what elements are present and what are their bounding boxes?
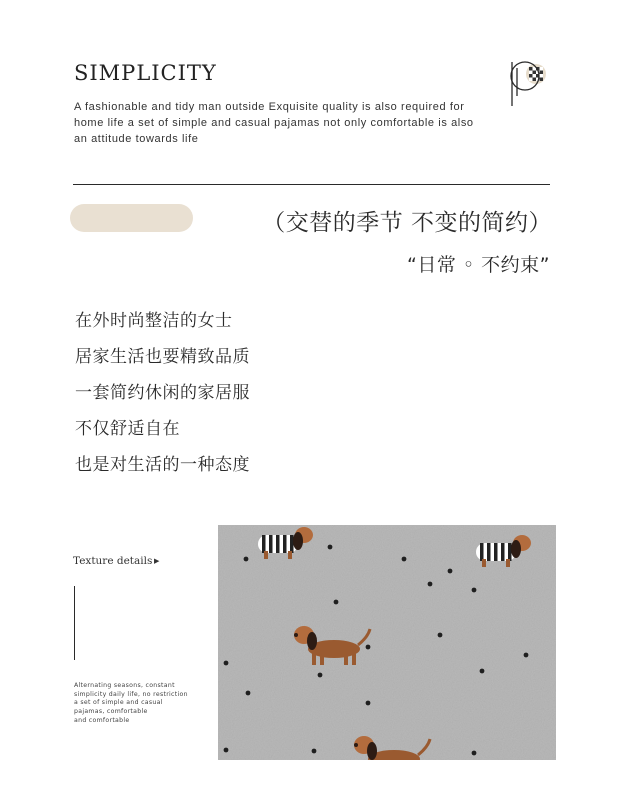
poem-line: 也是对生活的一种态度 xyxy=(75,455,250,475)
play-arrow-icon: ▶ xyxy=(154,557,160,565)
description-line: and comfortable xyxy=(74,716,130,724)
description-line: simplicity daily life, no restriction xyxy=(74,690,188,698)
section-subheading: “日常 ◦ 不约束” xyxy=(407,254,550,276)
fabric-texture-image xyxy=(218,525,556,760)
decorative-pill xyxy=(70,204,193,232)
poem-line: 不仅舒适自在 xyxy=(75,419,180,439)
brand-logo-icon xyxy=(498,56,556,110)
texture-description xyxy=(74,682,204,726)
description-line: pajamas, comfortable xyxy=(74,708,148,716)
description-line: a set of simple and casual xyxy=(74,699,163,707)
texture-details-label: Texture details xyxy=(73,555,153,567)
poem-line: 一套简约休闲的家居服 xyxy=(75,383,250,403)
vertical-rule xyxy=(74,586,75,660)
poem-line: 在外时尚整洁的女士 xyxy=(75,311,233,331)
divider-line xyxy=(73,184,550,185)
poem-line: 居家生活也要精致品质 xyxy=(75,347,250,367)
brand-title: SIMPLICITY xyxy=(74,61,217,85)
poem-block xyxy=(75,303,250,483)
section-heading: （交替的季节 不变的简约） xyxy=(262,210,552,236)
description-line: Alternating seasons, constant xyxy=(74,682,175,689)
tagline: A fashionable and tidy man outside Exquisite quality is also required for home life a set of simple and casual pajamas not only comfortable is also an attitude towards life xyxy=(74,101,474,145)
